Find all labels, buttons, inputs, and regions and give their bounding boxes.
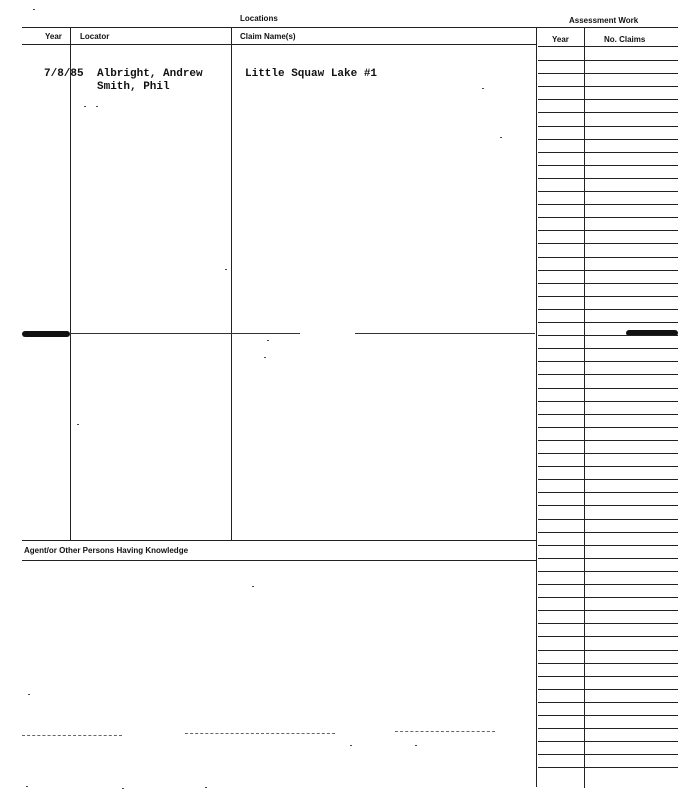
assessment-ledger-line: [538, 492, 678, 493]
assessment-ledger-line: [538, 584, 678, 585]
entry-claim-name: Little Squaw Lake #1: [245, 68, 378, 80]
scan-speck: [28, 694, 30, 695]
assessment-ledger-line: [538, 178, 678, 179]
scan-speck: [205, 787, 207, 788]
assessment-ledger-line: [538, 322, 678, 323]
assessment-ledger-line: [538, 689, 678, 690]
assessment-ledger-line: [538, 257, 678, 258]
bottom-broken-line-3: [395, 731, 495, 732]
locator-column-divider: [231, 27, 232, 540]
scan-speck: [77, 424, 79, 425]
assessment-ledger-line: [538, 479, 678, 480]
agent-section-bottom-rule: [22, 560, 536, 561]
assessment-ledger-line: [538, 597, 678, 598]
assessment-ledger-line: [538, 139, 678, 140]
scan-speck: [84, 106, 86, 107]
column-header-no-claims: No. Claims: [604, 35, 646, 44]
column-header-assessment-year: Year: [552, 35, 569, 44]
scan-speck: [500, 137, 502, 138]
assessment-header-rule: [538, 46, 678, 47]
scan-speck: [482, 88, 484, 89]
assessment-ledger-line: [538, 440, 678, 441]
assessment-ledger-line: [538, 453, 678, 454]
locations-title: Locations: [240, 14, 278, 23]
year-column-divider: [70, 27, 71, 540]
assessment-ledger-line: [538, 427, 678, 428]
assessment-ledger-line: [538, 741, 678, 742]
assessment-year-divider: [584, 28, 585, 788]
scan-speck: [26, 786, 28, 787]
assessment-ledger-line: [538, 165, 678, 166]
column-header-year: Year: [45, 32, 62, 41]
assessment-ledger-line: [538, 754, 678, 755]
assessment-ledger-line: [538, 558, 678, 559]
column-header-claim-names: Claim Name(s): [240, 32, 296, 41]
scan-speck: [267, 340, 269, 341]
fold-line-right: [355, 333, 535, 334]
assessment-ledger-line: [538, 466, 678, 467]
scan-speck: [252, 586, 254, 587]
assessment-ledger-line: [538, 270, 678, 271]
left-punch-mark: [22, 331, 70, 337]
bottom-broken-line-2: [185, 733, 335, 734]
assessment-ledger-line: [538, 86, 678, 87]
entry-year: 7/8/85: [44, 68, 84, 80]
assessment-ledger-line: [538, 623, 678, 624]
assessment-ledger-line: [538, 60, 678, 61]
assessment-ledger-line: [538, 663, 678, 664]
assessment-ledger-line: [538, 230, 678, 231]
bottom-broken-line-1: [22, 735, 122, 736]
assessment-ledger-line: [538, 532, 678, 533]
assessment-ledger-line: [538, 374, 678, 375]
column-header-locator: Locator: [80, 32, 110, 41]
scan-speck: [96, 106, 98, 107]
entry-locator-line-2: Smith, Phil: [97, 81, 170, 93]
assessment-work-title: Assessment Work: [569, 16, 639, 25]
agent-section-top-rule: [22, 540, 536, 541]
assessment-ledger-line: [538, 610, 678, 611]
scan-speck: [264, 357, 266, 358]
assessment-ledger-line: [538, 519, 678, 520]
assessment-ledger-line: [538, 112, 678, 113]
assessment-ledger-line: [538, 505, 678, 506]
assessment-ledger-line: [538, 296, 678, 297]
assessment-ledger-line: [538, 636, 678, 637]
scan-speck: [350, 745, 352, 746]
scan-speck: [415, 745, 417, 746]
assessment-ledger-line: [538, 676, 678, 677]
assessment-ledger-line: [538, 99, 678, 100]
assessment-ledger-line: [538, 571, 678, 572]
assessment-ledger-line: [538, 152, 678, 153]
assessment-ledger-line: [538, 650, 678, 651]
entry-locator-line-1: Albright, Andrew: [97, 68, 203, 80]
assessment-ledger-line: [538, 73, 678, 74]
assessment-ledger-line: [538, 361, 678, 362]
assessment-ledger-line: [538, 243, 678, 244]
scan-speck: [33, 9, 35, 10]
scan-speck: [225, 269, 227, 270]
assessment-ledger-line: [538, 191, 678, 192]
assessment-ledger-line: [538, 401, 678, 402]
header-bottom-rule: [22, 44, 536, 45]
assessment-ledger-line: [538, 702, 678, 703]
assessment-ledger-line: [538, 715, 678, 716]
assessment-left-border: [536, 27, 537, 787]
assessment-ledger-line: [538, 204, 678, 205]
agent-section-label: Agent/or Other Persons Having Knowledge: [24, 546, 189, 555]
assessment-ledger-line: [538, 767, 678, 768]
assessment-ledger-line: [538, 335, 678, 336]
assessment-ledger-line: [538, 348, 678, 349]
assessment-ledger-line: [538, 545, 678, 546]
assessment-ledger-line: [538, 283, 678, 284]
assessment-ledger-line: [538, 728, 678, 729]
fold-line-left: [70, 333, 300, 334]
assessment-ledger-line: [538, 309, 678, 310]
assessment-ledger-line: [538, 217, 678, 218]
scan-speck: [122, 788, 124, 789]
assessment-ledger-line: [538, 388, 678, 389]
header-top-rule: [22, 27, 678, 28]
assessment-ledger-line: [538, 126, 678, 127]
assessment-ledger-line: [538, 414, 678, 415]
